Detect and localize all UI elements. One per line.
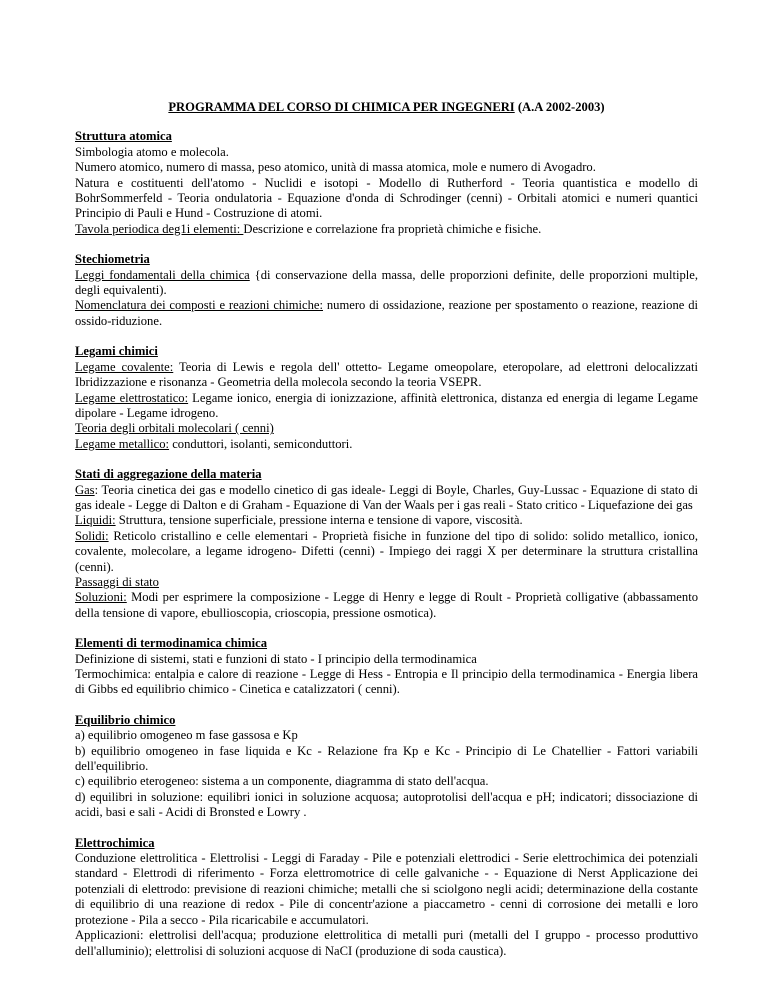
paragraph <box>75 851 698 928</box>
paragraph <box>75 160 698 175</box>
subheading: Legame elettrostatico: <box>75 390 189 405</box>
subheading: Solidi: <box>75 528 109 543</box>
paragraph-text: c) equilibrio eterogeneo: sistema a un componente, diagramma di stato dell'acqua. <box>75 774 489 789</box>
paragraph <box>75 575 698 590</box>
paragraph-text: : Teoria cinetica dei gas e modello cinetico di gas ideale- Leggi di Boyle, Charles, Guy-Lussac - Equazione di stato di gas ideale - Legge di Dalton e di Graham - Equazione di Van der Waals per i gas reali - Stato critico - Liquefazione dei gas <box>75 482 698 512</box>
section-heading: Elettrochimica <box>75 835 155 850</box>
subheading: Leggi fondamentali della chimica <box>75 267 250 282</box>
section-heading: Elementi di termodinamica chimica <box>75 636 268 651</box>
section-heading: Equilibrio chimico <box>75 712 176 727</box>
paragraph <box>75 513 698 528</box>
section-heading: Legami chimici <box>75 344 158 359</box>
section-termodinamica <box>75 636 698 698</box>
paragraph-text: Numero atomico, numero di massa, peso atomico, unità di massa atomica, mole e numero di Avogadro. <box>75 160 596 175</box>
paragraph-text: Definizione di sistemi, stati e funzioni di stato - I principio della termodinamica <box>75 651 477 666</box>
section-heading: Struttura atomica <box>75 129 172 144</box>
title-main: PROGRAMMA DEL CORSO DI CHIMICA PER INGEGNERI <box>168 100 515 114</box>
paragraph <box>75 652 698 667</box>
paragraph <box>75 790 698 821</box>
paragraph <box>75 590 698 621</box>
paragraph <box>75 176 698 222</box>
paragraph <box>75 744 698 775</box>
paragraph-text: b) equilibrio omogeneo in fase liquida e Kc - Relazione fra Kp e Kc - Principio di Le Chatellier - Fattori variabili dell'equilibrio. <box>75 743 698 774</box>
paragraph-text: Applicazioni: elettrolisi dell'acqua; produzione elettrolitica di metalli puri (metalli del I gruppo - processo produttivo dell'alluminio); elettrolisi di soluzioni acquose di NaCI (produzione di soda caustica). <box>75 928 698 958</box>
paragraph <box>75 529 698 575</box>
subheading: Passaggi di stato <box>75 574 159 589</box>
subheading: Liquidi: <box>75 513 116 528</box>
paragraph-text: numero di ossidazione, reazione per spostamento o reazione, reazione di ossido-riduzione. <box>75 298 698 328</box>
paragraph <box>75 421 698 436</box>
paragraph-text: Natura e costituenti dell'atomo - Nuclidi e isotopi - Modello di Rutherford - Teoria quantistica e modello di BohrSommerfeld - Teoria ondulatoria - Equazione d'onda di Schrodinger (cenni) - Orbitali atomici e numeri quantici Principio di Pauli e Hund - Costruzione di atomi. <box>75 175 698 221</box>
paragraph-text: Modi per esprimere la composizione - Legge di Henry e legge di Roult - Proprietà colligative (abbassamento della tensione di vapore, ebullioscopia, crioscopia, pressione osmotica). <box>75 590 698 620</box>
section-struttura-atomica <box>75 129 698 237</box>
paragraph <box>75 360 698 391</box>
section-heading: Stati di aggregazione della materia <box>75 467 262 482</box>
paragraph-text: Teoria di Lewis e regola dell' ottetto- Legame omeopolare, eteropolare, ad elettroni delocalizzati Ibridizzazione e risonanza - Geometria della molecola secondo la teoria VSEPR. <box>75 359 699 390</box>
paragraph-text: {di conservazione della massa, delle proporzioni definite, delle proporzioni multiple, degli equivalenti). <box>75 267 698 298</box>
paragraph <box>75 437 698 452</box>
subheading: Teoria degli orbitali molecolari ( cenni) <box>75 421 274 436</box>
paragraph-text: conduttori, isolanti, semiconduttori. <box>169 436 353 451</box>
section-legami-chimici <box>75 344 698 452</box>
paragraph <box>75 728 698 743</box>
paragraph-text: Simbologia atomo e molecola. <box>75 144 229 159</box>
subheading: Legame metallico: <box>75 436 170 451</box>
paragraph <box>75 222 698 237</box>
paragraph-text: Descrizione e correlazione fra proprietà chimiche e fisiche. <box>243 221 542 236</box>
paragraph <box>75 268 698 299</box>
subheading: Soluzioni: <box>75 590 127 605</box>
paragraph-text: Reticolo cristallino e celle elementari - Proprietà fisiche in funzione del tipo di solido: solido metallico, ionico, covalente, molecolare, a legame idrogeno- Difetti (cenni) - Impiego dei raggi X per determinare la struttura cristallina (cenni). <box>75 528 698 574</box>
title-year: (A.A 2002-2003) <box>514 100 605 114</box>
paragraph-text: Conduzione elettrolitica - Elettrolisi - Leggi di Faraday - Pile e potenziali elettrodici - Serie elettrochimica dei potenziali standard - Elettrodi di riferimento - Forza elettromotrice di celle galvaniche - - Equazione di Nerst Applicazione dei potenziali di elettrodo: previsione di reazioni chimiche; metalli che si sciolgono negli acidi; determinazione della costante di equilibrio di una reazione di redox - Pile di concentr'azione a piaccametro - cenni di corrosione dei metalli e loro protezione - Pila a secco - Pila ricaricabile e accumulatori. <box>75 851 698 927</box>
paragraph <box>75 391 698 422</box>
section-elettrochimica <box>75 836 698 959</box>
paragraph <box>75 667 698 698</box>
paragraph-text: d) equilibri in soluzione: equilibri ionici in soluzione acquosa; autoprotolisi dell'acqua e pH; indicatori; dissociazione di acidi, basi e sali - Acidi di Bronsted e Lowry . <box>75 789 698 820</box>
paragraph-text: Termochimica: entalpia e calore di reazione - Legge di Hess - Entropia e Il principio della termodinamica - Energia libera di Gibbs ed equilibrio chimico - Cinetica e catalizzatori ( cenni). <box>75 667 698 697</box>
paragraph <box>75 928 698 959</box>
paragraph-text: Struttura, tensione superficiale, pressione interna e tensione di vapore, viscosità. <box>115 513 523 528</box>
paragraph-text: a) equilibrio omogeneo m fase gassosa e Kp <box>75 728 298 743</box>
section-stechiometria <box>75 252 698 329</box>
paragraph-text: Legame ionico, energia di ionizzazione, affinità elettronica, distanza ed energia di legame Legame dipolare - Legame idrogeno. <box>75 390 698 420</box>
subheading: Gas <box>75 482 95 497</box>
paragraph <box>75 774 698 789</box>
paragraph <box>75 145 698 160</box>
subheading: Nomenclatura dei composti e reazioni chimiche: <box>75 298 323 313</box>
subheading: Legame covalente: <box>75 359 174 374</box>
section-equilibrio-chimico <box>75 713 698 821</box>
paragraph <box>75 298 698 329</box>
paragraph <box>75 483 698 514</box>
document-title <box>75 100 698 115</box>
section-heading: Stechiometria <box>75 252 150 267</box>
section-stati-di-aggregazione <box>75 467 698 621</box>
subheading: Tavola periodica deg1i elementi: <box>75 221 244 236</box>
